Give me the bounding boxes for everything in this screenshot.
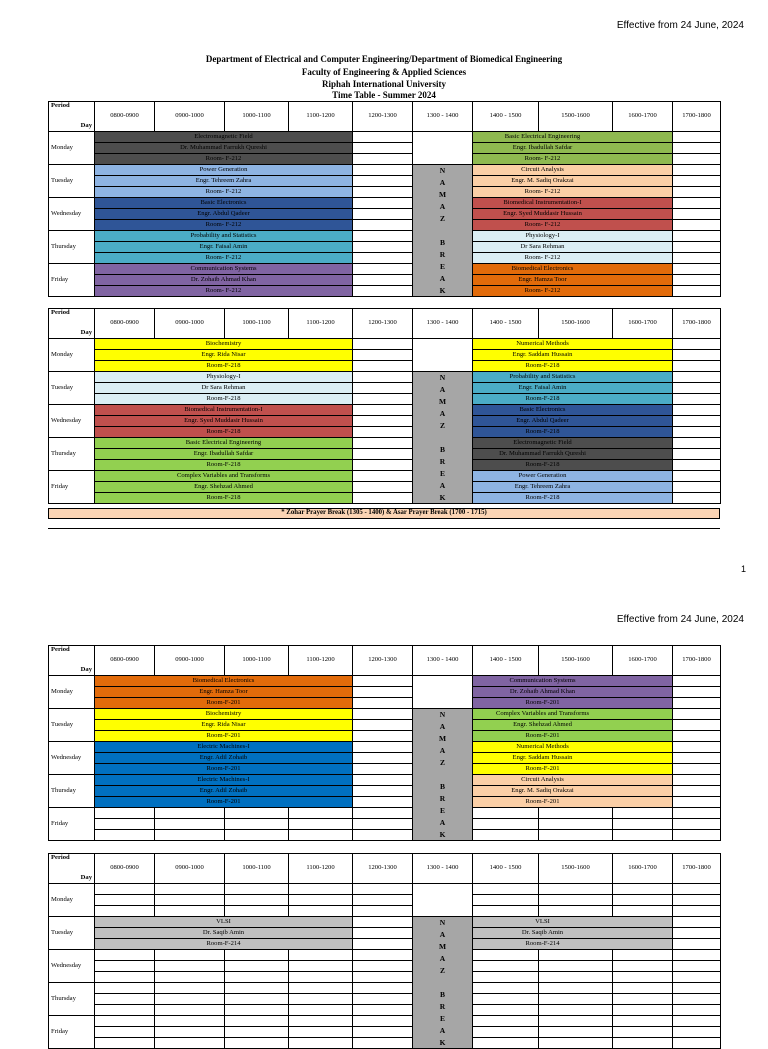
day-label-friday: Friday: [48, 807, 95, 841]
course-block-line: Room-F-201: [412, 763, 673, 775]
break-letter: [413, 977, 472, 989]
course-block-line: Room-F-218: [412, 393, 673, 405]
break-letter: K: [439, 493, 446, 503]
day-label: Day: [80, 874, 92, 882]
timetable-title: Time Table - Summer 2024: [332, 90, 436, 100]
time-slot-header: 0900-1000: [154, 101, 225, 132]
time-slot-header: 1600-1700: [612, 101, 673, 132]
course-block-line: Room- F-212: [94, 219, 353, 231]
day-label-monday: Monday: [48, 338, 95, 372]
course-block-line: VLSI: [94, 916, 353, 928]
empty-slot: [352, 829, 413, 841]
course-block-line: Probability and Statistics: [412, 371, 673, 383]
course-block-line: Room-F-201: [94, 763, 353, 775]
prayer-break-note: * Zohar Prayer Break (1305 - 1400) & Asar Prayer Break (1700 - 1715): [48, 508, 720, 519]
course-block-line: Physiology-I: [94, 371, 353, 383]
course-block-line: Room-F-218: [94, 492, 353, 504]
empty-slot: [224, 1037, 289, 1049]
period-label: Period: [51, 854, 70, 861]
course-block-line: Room-F-218: [94, 459, 353, 471]
course-block-line: Engr. Adil Zohaib: [94, 785, 353, 797]
time-slot-header: 1600-1700: [612, 853, 673, 884]
time-slot-header: 1200-1300: [352, 308, 413, 339]
course-block-line: Room-F-201: [94, 697, 353, 709]
course-block-line: Room-F-201: [94, 730, 353, 742]
course-block-line: Dr. Muhammad Farrukh Qureshi: [94, 142, 353, 154]
course-block-line: Room-F-218: [412, 426, 673, 438]
day-label-friday: Friday: [48, 1015, 95, 1049]
break-letter: M: [438, 734, 447, 744]
course-block-line: Room- F-212: [94, 285, 353, 297]
period-day-header: [48, 853, 95, 884]
break-letter: E: [439, 806, 445, 816]
break-letter: A: [439, 818, 446, 828]
course-block-line: Engr. Adil Zohaib: [94, 752, 353, 764]
time-slot-header: 1700-1800: [672, 645, 721, 676]
course-block-line: Dr. Zohaib Ahmad Khan: [94, 274, 353, 286]
course-block-line: Biomedical Electronics: [94, 675, 353, 687]
day-label: Day: [80, 666, 92, 674]
empty-slot: [538, 1037, 613, 1049]
break-letter: N: [439, 918, 446, 928]
course-block-line: Room- F-212: [94, 186, 353, 198]
empty-slot: [154, 1037, 225, 1049]
effective-date: Effective from 24 June, 2024: [616, 20, 744, 31]
empty-slot: [538, 829, 613, 841]
time-slot-header: 1400 - 1500: [472, 645, 539, 676]
break-letter: B: [439, 990, 445, 1000]
course-block-line: Biomedical Instrumentation-I: [412, 197, 673, 209]
day-label-tuesday: Tuesday: [48, 371, 95, 405]
course-block-line: Room-F-201: [412, 730, 673, 742]
course-block-line: Room- F-212: [412, 285, 673, 297]
course-block-line: Dr. Zohaib Ahmad Khan: [412, 686, 673, 698]
course-block-line: Basic Electronics: [94, 197, 353, 209]
department-title: Department of Electrical and Computer Engineering/Department of Biomedical Engineering: [205, 54, 563, 64]
break-letter: A: [439, 954, 446, 964]
time-slot-header: 1100-1200: [288, 101, 353, 132]
course-block-line: Electromagnetic Field: [412, 437, 673, 449]
course-block-line: Complex Variables and Transforms: [94, 470, 353, 482]
course-block-line: Engr. Shehzad Ahmed: [412, 719, 673, 731]
course-block-line: Room-F-218: [94, 426, 353, 438]
time-slot-header: 1000-1100: [224, 645, 289, 676]
time-slot-header: 1300 - 1400: [412, 853, 473, 884]
course-block-line: Power Generation: [94, 164, 353, 176]
course-block-line: Engr. Syed Muddasir Hussain: [94, 415, 353, 427]
course-block-line: Engr. Rida Nisar: [94, 719, 353, 731]
time-slot-header: 1500-1600: [538, 308, 613, 339]
empty-slot: [612, 1037, 673, 1049]
course-block-line: Basic Electrical Engineering: [412, 131, 673, 143]
course-block-line: Communication Systems: [412, 675, 673, 687]
break-letter: M: [438, 397, 447, 407]
course-block-line: Basic Electrical Engineering: [94, 437, 353, 449]
course-block-line: VLSI: [412, 916, 673, 928]
course-block-line: Electric Machines-I: [94, 741, 353, 753]
time-slot-header: 1200-1300: [352, 853, 413, 884]
empty-slot: [672, 1037, 721, 1049]
course-block-line: Dr. Saqib Amin: [94, 927, 353, 939]
break-letter: A: [439, 274, 446, 284]
empty-slot: [672, 492, 721, 504]
time-slot-header: 1500-1600: [538, 645, 613, 676]
period-label: Period: [51, 646, 70, 653]
faculty-title: Faculty of Engineering & Applied Sciences: [301, 67, 467, 77]
course-block-line: Room- F-212: [94, 252, 353, 264]
course-block-line: Engr. Saddam Hussain: [412, 752, 673, 764]
course-block-line: Electromagnetic Field: [94, 131, 353, 143]
course-block-line: Room-F-201: [94, 796, 353, 808]
course-block-line: Dr. Muhammad Farrukh Qureshi: [412, 448, 673, 460]
time-slot-header: 0800-0900: [94, 645, 155, 676]
course-block-line: Room- F-212: [412, 186, 673, 198]
time-slot-header: 0900-1000: [154, 308, 225, 339]
course-block-line: Engr. Faisal Amin: [412, 382, 673, 394]
course-block-line: Room- F-212: [412, 252, 673, 264]
course-block-line: Physiology-I: [412, 230, 673, 242]
course-block-line: Engr. Faisal Amin: [94, 241, 353, 253]
namaz-break-column: [412, 164, 473, 297]
day-label-monday: Monday: [48, 675, 95, 709]
time-slot-header: 1300 - 1400: [412, 308, 473, 339]
break-letter: Z: [439, 421, 445, 431]
break-letter: K: [439, 286, 446, 296]
time-slot-header: 1500-1600: [538, 101, 613, 132]
course-block-line: Complex Variables and Transforms: [412, 708, 673, 720]
period-day-header: [48, 645, 95, 676]
break-letter: E: [439, 1014, 445, 1024]
break-column-top: [412, 131, 473, 165]
break-letter: A: [439, 746, 446, 756]
break-column-top: [412, 338, 473, 372]
break-letter: [413, 432, 472, 444]
course-block-line: Biomedical Electronics: [412, 263, 673, 275]
time-slot-header: 1000-1100: [224, 308, 289, 339]
time-slot-header: 1000-1100: [224, 101, 289, 132]
day-label-monday: Monday: [48, 883, 95, 917]
course-block-line: Engr. Abdul Qadeer: [412, 415, 673, 427]
time-slot-header: 1100-1200: [288, 645, 353, 676]
page-number: 1: [740, 564, 746, 574]
time-slot-header: 1400 - 1500: [472, 101, 539, 132]
break-column-top: [412, 883, 473, 917]
break-letter: Z: [439, 214, 445, 224]
break-letter: A: [439, 385, 446, 395]
time-slot-header: 1700-1800: [672, 101, 721, 132]
empty-slot: [672, 285, 721, 297]
day-label-tuesday: Tuesday: [48, 916, 95, 950]
course-block-line: Engr. Tehreem Zahra: [94, 175, 353, 187]
break-letter: A: [439, 722, 446, 732]
course-block-line: Room-F-218: [94, 360, 353, 372]
empty-slot: [672, 829, 721, 841]
day-label-thursday: Thursday: [48, 230, 95, 264]
break-letter: Z: [439, 758, 445, 768]
course-block-line: Room- F-212: [94, 153, 353, 165]
empty-slot: [352, 285, 413, 297]
empty-slot: [612, 829, 673, 841]
course-block-line: Biochemistry: [94, 338, 353, 350]
course-block-line: Engr. Rida Nisar: [94, 349, 353, 361]
course-block-line: Room-F-214: [94, 938, 353, 950]
course-block-line: Dr Sara Rehman: [94, 382, 353, 394]
day-label-thursday: Thursday: [48, 774, 95, 808]
break-letter: K: [439, 830, 446, 840]
break-letter: M: [438, 190, 447, 200]
time-slot-header: 1100-1200: [288, 308, 353, 339]
course-block-line: Engr. Abdul Qadeer: [94, 208, 353, 220]
break-letter: R: [439, 1002, 446, 1012]
break-letter: K: [439, 1038, 446, 1048]
course-block-line: Communication Systems: [94, 263, 353, 275]
day-label-wednesday: Wednesday: [48, 404, 95, 438]
time-slot-header: 0900-1000: [154, 645, 225, 676]
break-letter: B: [439, 782, 445, 792]
break-letter: A: [439, 1026, 446, 1036]
break-letter: A: [439, 202, 446, 212]
day-label-tuesday: Tuesday: [48, 708, 95, 742]
course-block-line: Engr. Shehzad Ahmed: [94, 481, 353, 493]
break-letter: B: [439, 238, 445, 248]
break-letter: R: [439, 794, 446, 804]
empty-slot: [224, 829, 289, 841]
day-label: Day: [80, 329, 92, 337]
university-title: Riphah International University: [321, 79, 446, 89]
break-letter: R: [439, 250, 446, 260]
period-day-header: [48, 308, 95, 339]
time-slot-header: 1700-1800: [672, 308, 721, 339]
course-block-line: Room-F-218: [412, 492, 673, 504]
time-slot-header: 1300 - 1400: [412, 101, 473, 132]
time-slot-header: 0800-0900: [94, 308, 155, 339]
course-block-line: Engr. Syed Muddasir Hussain: [412, 208, 673, 220]
break-letter: E: [439, 469, 445, 479]
break-letter: N: [439, 166, 446, 176]
page-divider: [48, 528, 720, 529]
break-letter: R: [439, 457, 446, 467]
course-block-line: Dr Sara Rehman: [412, 241, 673, 253]
empty-slot: [472, 829, 539, 841]
day-label-friday: Friday: [48, 470, 95, 504]
course-block-line: Circuit Analysis: [412, 164, 673, 176]
course-block-line: Biomedical Instrumentation-I: [94, 404, 353, 416]
day-label-tuesday: Tuesday: [48, 164, 95, 198]
period-label: Period: [51, 309, 70, 316]
course-block-line: Numerical Methods: [412, 338, 673, 350]
course-block-line: Engr. Saddam Hussain: [412, 349, 673, 361]
time-slot-header: 1500-1600: [538, 853, 613, 884]
course-block-line: Dr. Saqib Amin: [412, 927, 673, 939]
course-block-line: Room- F-212: [412, 219, 673, 231]
day-label-wednesday: Wednesday: [48, 741, 95, 775]
break-letter: Z: [439, 966, 445, 976]
day-label-thursday: Thursday: [48, 437, 95, 471]
course-block-line: Room-F-218: [412, 459, 673, 471]
course-block-line: Numerical Methods: [412, 741, 673, 753]
course-block-line: Basic Electronics: [412, 404, 673, 416]
break-letter: [413, 225, 472, 237]
time-slot-header: 1200-1300: [352, 101, 413, 132]
time-slot-header: 1700-1800: [672, 853, 721, 884]
break-letter: A: [439, 481, 446, 491]
empty-slot: [352, 1037, 413, 1049]
empty-slot: [288, 829, 353, 841]
time-slot-header: 1400 - 1500: [472, 853, 539, 884]
course-block-line: Biochemistry: [94, 708, 353, 720]
empty-slot: [472, 1037, 539, 1049]
time-slot-header: 0800-0900: [94, 853, 155, 884]
course-block-line: Engr. Tehreem Zahra: [412, 481, 673, 493]
break-letter: A: [439, 409, 446, 419]
course-block-line: Room-F-218: [412, 360, 673, 372]
namaz-break-column: [412, 708, 473, 841]
time-slot-header: 0900-1000: [154, 853, 225, 884]
time-slot-header: 1400 - 1500: [472, 308, 539, 339]
course-block-line: Electric Machines-I: [94, 774, 353, 786]
course-block-line: Room-F-214: [412, 938, 673, 950]
empty-slot: [94, 1037, 155, 1049]
time-slot-header: 0800-0900: [94, 101, 155, 132]
day-label-wednesday: Wednesday: [48, 949, 95, 983]
day-label-friday: Friday: [48, 263, 95, 297]
period-label: Period: [51, 102, 70, 109]
break-letter: E: [439, 262, 445, 272]
course-block-line: Room-F-218: [94, 393, 353, 405]
break-letter: B: [439, 445, 445, 455]
time-slot-header: 1600-1700: [612, 308, 673, 339]
day-label-monday: Monday: [48, 131, 95, 165]
day-label: Day: [80, 122, 92, 130]
break-letter: N: [439, 710, 446, 720]
time-slot-header: 1300 - 1400: [412, 645, 473, 676]
break-column-top: [412, 675, 473, 709]
course-block-line: Engr. M. Sadiq Orakzai: [412, 175, 673, 187]
empty-slot: [154, 829, 225, 841]
course-block-line: Room-F-201: [412, 796, 673, 808]
time-slot-header: 1000-1100: [224, 853, 289, 884]
empty-slot: [94, 829, 155, 841]
day-label-thursday: Thursday: [48, 982, 95, 1016]
course-block-line: Engr. Hamza Toor: [94, 686, 353, 698]
time-slot-header: 1200-1300: [352, 645, 413, 676]
course-block-line: Engr. Ibadullah Safdar: [94, 448, 353, 460]
break-letter: M: [438, 942, 447, 952]
day-label-wednesday: Wednesday: [48, 197, 95, 231]
break-letter: A: [439, 178, 446, 188]
course-block-line: Power Generation: [412, 470, 673, 482]
course-block-line: Engr. Hamza Toor: [412, 274, 673, 286]
empty-slot: [352, 492, 413, 504]
course-block-line: Circuit Analysis: [412, 774, 673, 786]
course-block-line: Engr. Ibadullah Safdar: [412, 142, 673, 154]
effective-date: Effective from 24 June, 2024: [616, 614, 744, 625]
break-letter: A: [439, 930, 446, 940]
course-block-line: Engr. M. Sadiq Orakzai: [412, 785, 673, 797]
empty-slot: [288, 1037, 353, 1049]
time-slot-header: 1600-1700: [612, 645, 673, 676]
period-day-header: [48, 101, 95, 132]
time-slot-header: 1100-1200: [288, 853, 353, 884]
course-block-line: Probability and Statistics: [94, 230, 353, 242]
course-block-line: Room- F-212: [412, 153, 673, 165]
break-letter: [413, 769, 472, 781]
namaz-break-column: [412, 371, 473, 504]
namaz-break-column: [412, 916, 473, 1049]
break-letter: N: [439, 373, 446, 383]
course-block-line: Room-F-201: [412, 697, 673, 709]
